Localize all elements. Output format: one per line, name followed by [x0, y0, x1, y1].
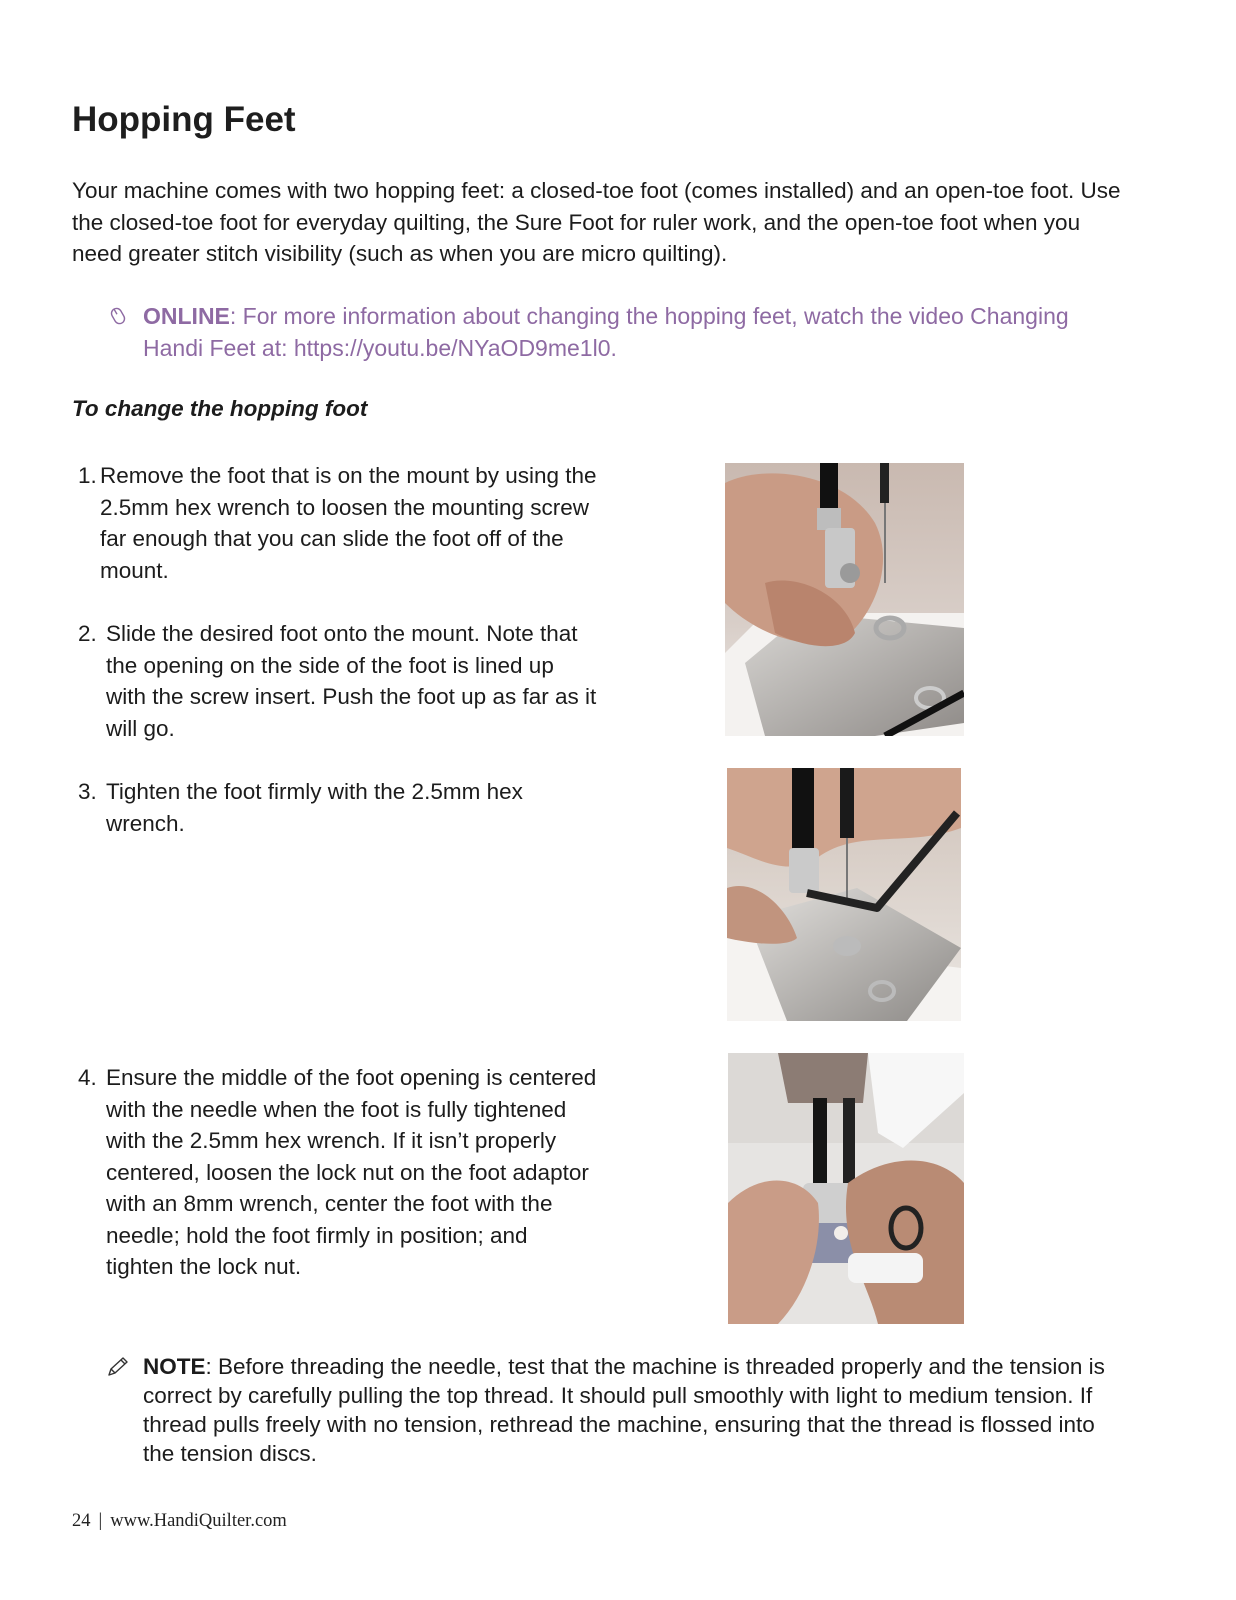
note-callout [106, 1352, 1116, 1468]
online-label: ONLINE [143, 303, 230, 329]
step-text: Tighten the foot firmly with the 2.5mm hex wrench. [106, 779, 523, 836]
photo-tightening-foot [727, 768, 961, 1021]
page-title: Hopping Feet [72, 100, 296, 139]
step-number: 2. [78, 621, 97, 646]
step-text: Ensure the middle of the foot opening is centered with the needle when the foot is fully tightened with the 2.5mm hex wrench. If it isn’t properly centered, loosen the lock nut on the foot adaptor with an 8mm wrench, center the foot with the needle; hold the foot firmly in position; and tighten the lock nut. [106, 1065, 597, 1279]
pencil-icon [106, 1355, 130, 1379]
step-number: 3. [78, 779, 97, 804]
page-number: 24 [72, 1511, 91, 1531]
mouse-icon [106, 304, 130, 328]
step-text: Slide the desired foot onto the mount. Note that the opening on the side of the foot is lined up with the screw insert. Push the foot up as far as it will go. [106, 621, 597, 741]
photo-centering-foot [728, 1053, 964, 1324]
online-text: : For more information about changing the hopping feet, watch the video Changing Handi Feet at: https://youtu.be/NYaOD9me1l0. [143, 303, 1069, 361]
step-text: Remove the foot that is on the mount by using the 2.5mm hex wrench to loosen the mounting screw far enough that you can slide the foot off of the mount. [100, 463, 597, 583]
step-4 [78, 1062, 598, 1283]
step-number: 1. [78, 463, 97, 488]
note-label: NOTE [143, 1354, 206, 1379]
section-subheading: To change the hopping foot [72, 396, 368, 421]
footer-separator: | [98, 1511, 103, 1531]
intro-paragraph: Your machine comes with two hopping feet: a closed-toe foot (comes installed) and an open-toe foot. Use the closed-toe foot for everyday quilting, the Sure Foot for ruler work, and the open-toe foot when you need greater stitch visibility (such as when you are micro quilting). [72, 178, 1121, 266]
step-2 [78, 618, 598, 744]
online-callout [106, 300, 1116, 364]
photo-removing-foot [725, 463, 964, 736]
step-3 [78, 776, 598, 839]
page-footer [72, 1511, 287, 1532]
note-text: : Before threading the needle, test that the machine is threaded properly and the tension is correct by carefully pulling the top thread. It should pull smoothly with light to medium tension. If thread pulls freely with no tension, rethread the machine, ensuring that the thread is flossed into the tension discs. [143, 1354, 1105, 1466]
footer-url: www.HandiQuilter.com [110, 1511, 287, 1531]
step-1 [78, 460, 598, 586]
step-number: 4. [78, 1065, 97, 1090]
